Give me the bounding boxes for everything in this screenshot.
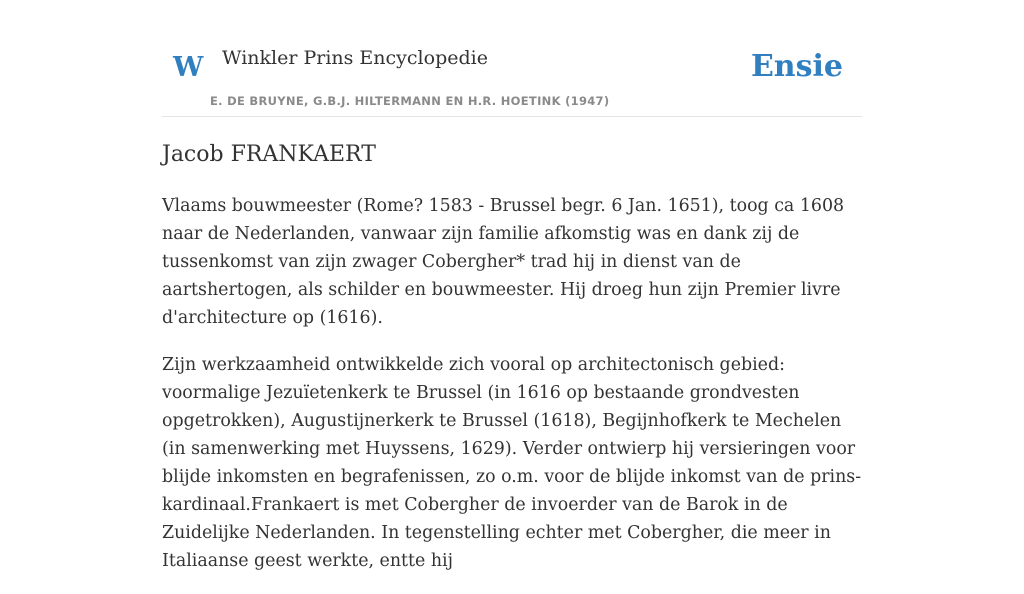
source-authors: E. DE BRUYNE, G.B.J. HILTERMANN EN H.R. HOETINK (1947) [210,94,610,108]
source-title[interactable]: Winkler Prins Encyclopedie [222,47,488,69]
brand-logo[interactable]: Ensie [750,49,843,84]
page [162,0,862,571]
source-header [162,0,862,117]
article-paragraph: Vlaams bouwmeester (Rome? 1583 - Brussel begr. 6 Jan. 1651), toog ca 1608 naar de Nederlanden, vanwaar zijn familie afkomstig was en dank zij de tussenkomst van zijn zwager Cobergher* trad hij in dienst van de aartshertogen, als schilder en bouwmeester. Hij droeg hun zijn Premier livre d'architecture op (1616). [162,196,845,328]
article-body [162,192,862,594]
article-title: Jacob FRANKAERT [162,142,376,167]
article-paragraph: Zijn werkzaamheid ontwikkelde zich vooral op architectonisch gebied: voormalige Jezuïetenkerk te Brussel (in 1616 op bestaande grondvesten opgetrokken), Augustijnerkerk te Brussel (1618), Begijnhofkerk te Mechelen (in samenwerking met Huyssens, 1629). Verder ontwierp hij versieringen voor blijde inkomsten en begrafenissen, zo o.m. voor de blijde inkomst van de prins-kardinaal.Frankaert is met Cobergher de invoerder van de Barok in de Zuidelijke Nederlanden. In tegenstelling echter met Cobergher, die meer in Italiaanse geest werkte, entte hij [162,355,862,571]
source-logo[interactable]: W [173,52,204,83]
